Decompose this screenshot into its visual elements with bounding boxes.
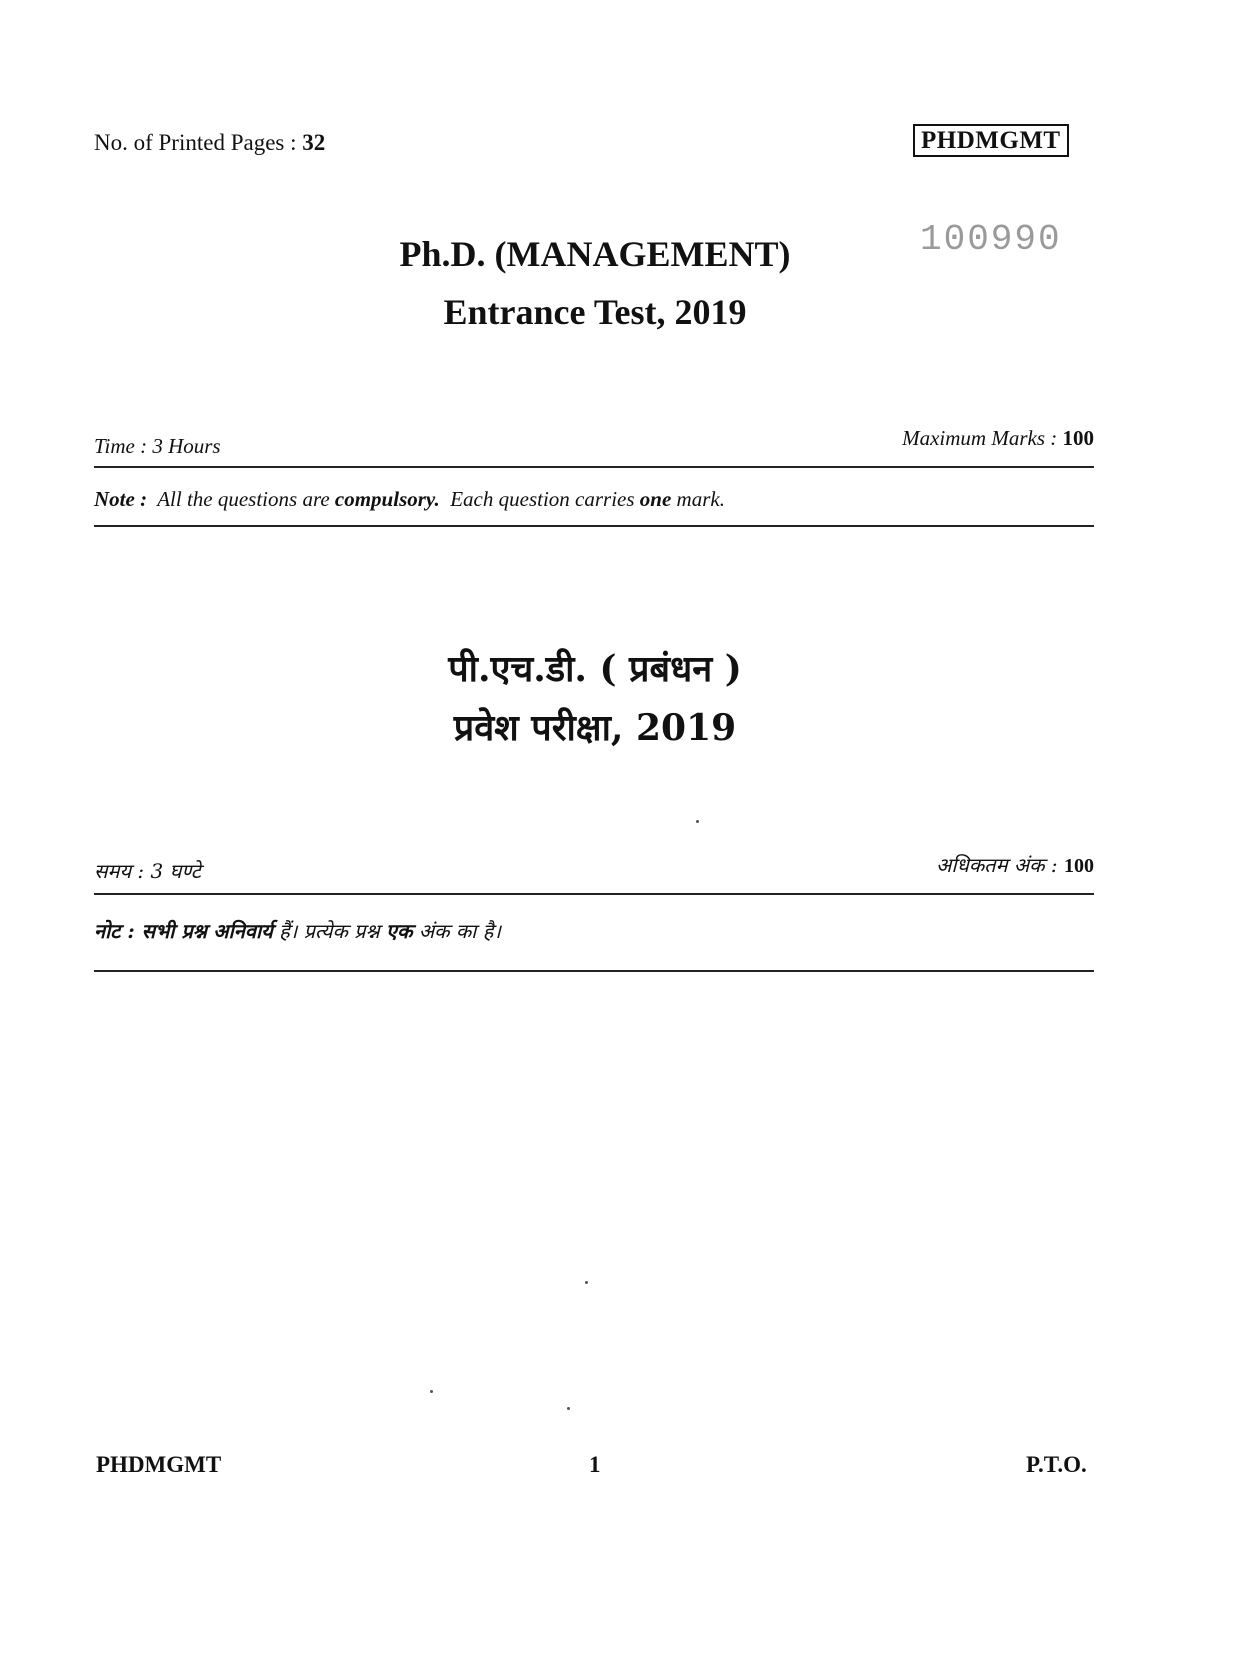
serial-number: 100990 [920,219,1062,260]
english-note-bold1: compulsory. [334,487,440,511]
english-max-marks [902,426,1094,451]
scan-speck [696,820,699,823]
scan-speck [567,1407,570,1410]
english-note-bold2: one [639,487,672,511]
hindi-title-line2: प्रवेश परीक्षा, 2019 [453,707,737,749]
rule-english-top [94,466,1094,468]
english-note-part2: Each question carries [450,487,635,511]
printed-pages-line [94,130,325,156]
english-max-marks-value: 100 [1062,426,1094,450]
hindi-note-bold2: एक [386,919,413,943]
scan-speck [585,1281,588,1284]
english-note [94,487,725,512]
rule-hindi-bottom [94,970,1094,972]
english-time [94,434,221,459]
english-title-line2: Entrance Test, 2019 [443,292,747,332]
english-title-line1: Ph.D. (MANAGEMENT) [399,234,791,274]
hindi-note-end: अंक का है। [418,919,501,943]
english-note-part3: mark. [676,487,725,511]
hindi-max-marks [936,851,1094,878]
hindi-note-bold: अनिवार्य [213,919,273,943]
printed-pages-label: No. of Printed Pages : [94,130,297,155]
scan-speck [430,1390,433,1393]
english-note-label: Note : [94,487,148,511]
paper-code-box: PHDMGMT [913,124,1069,157]
rule-english-bottom [94,525,1094,527]
english-max-marks-label: Maximum Marks : [902,426,1058,450]
english-note-part1: All the questions are [157,487,330,511]
footer-page-number: 1 [589,1452,601,1477]
hindi-note-part: हैं। प्रत्येक प्रश्न [279,919,380,943]
hindi-note [94,917,501,944]
printed-pages-value: 32 [302,130,326,155]
rule-hindi-top [94,893,1094,895]
hindi-title-line1: पी.एच.डी. ( प्रबंधन ) [448,648,742,690]
footer-pto: P.T.O. [1026,1452,1087,1477]
hindi-max-marks-label: अधिकतम अंक : [936,853,1058,877]
hindi-max-marks-value: 100 [1064,855,1094,877]
hindi-note-label: नोट : सभी प्रश्न [94,919,207,943]
footer-paper-code: PHDMGMT [96,1452,222,1477]
hindi-time: समय : 3 घण्टे [94,859,201,883]
english-time-label: Time : 3 Hours [94,434,221,458]
